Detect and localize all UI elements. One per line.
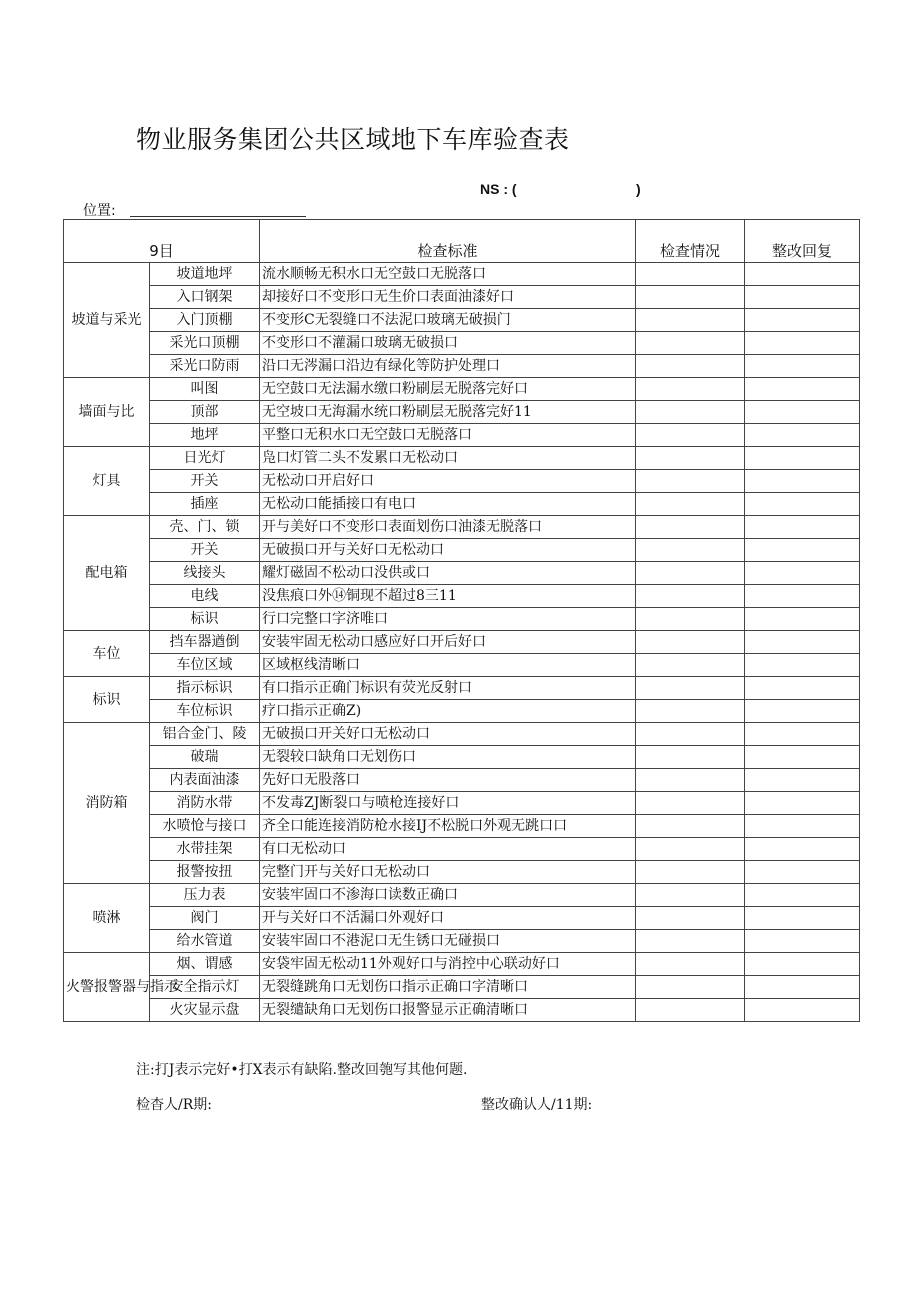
table-row [64, 286, 860, 309]
standard-cell: 行口完整口字济唯口 [260, 608, 636, 631]
header-project: 9目 [64, 220, 260, 263]
status-cell[interactable] [636, 907, 745, 930]
location-label: 位置: [83, 203, 116, 219]
status-cell[interactable] [636, 378, 745, 401]
location-blank-line[interactable] [130, 216, 306, 217]
rectify-cell[interactable] [745, 332, 860, 355]
table-row [64, 677, 860, 700]
table-row [64, 355, 860, 378]
status-cell[interactable] [636, 654, 745, 677]
rectify-cell[interactable] [745, 493, 860, 516]
table-row [64, 631, 860, 654]
status-cell[interactable] [636, 999, 745, 1022]
item-cell: 阀门 [150, 907, 260, 930]
rectify-cell[interactable] [745, 792, 860, 815]
table-body [64, 263, 860, 1022]
table-row [64, 309, 860, 332]
rectify-cell[interactable] [745, 585, 860, 608]
status-cell[interactable] [636, 516, 745, 539]
rectify-cell[interactable] [745, 953, 860, 976]
rectify-cell[interactable] [745, 677, 860, 700]
item-cell: 线接头 [150, 562, 260, 585]
table-row [64, 378, 860, 401]
table-row [64, 792, 860, 815]
rectify-cell[interactable] [745, 746, 860, 769]
table-row [64, 723, 860, 746]
rectify-cell[interactable] [745, 976, 860, 999]
header-status: 检查情况 [636, 220, 745, 263]
standard-cell: 无破损口开与关好口无松动口 [260, 539, 636, 562]
standard-cell: 却接好口不变形口无生价口表面油漆好口 [260, 286, 636, 309]
status-cell[interactable] [636, 700, 745, 723]
item-cell: 顶部 [150, 401, 260, 424]
table-row [64, 815, 860, 838]
rectify-cell[interactable] [745, 700, 860, 723]
standard-cell: 耀灯磁固不松动口没供或口 [260, 562, 636, 585]
status-cell[interactable] [636, 861, 745, 884]
rectify-cell[interactable] [745, 539, 860, 562]
standard-cell: 完整门开与关好口无松动口 [260, 861, 636, 884]
standard-cell: 无裂缝跳角口无划伤口指示正确口字清晰口 [260, 976, 636, 999]
category-cell: 标识 [64, 677, 150, 723]
item-cell: 水带挂架 [150, 838, 260, 861]
status-cell[interactable] [636, 447, 745, 470]
status-cell[interactable] [636, 470, 745, 493]
table-row [64, 493, 860, 516]
category-cell: 火警报警器与指示 [64, 953, 150, 1022]
standard-cell: 无破损口开关好口无松动口 [260, 723, 636, 746]
status-cell[interactable] [636, 930, 745, 953]
status-cell[interactable] [636, 263, 745, 286]
status-cell[interactable] [636, 608, 745, 631]
inspector-signature-label: 检杳人/R期: [136, 1097, 212, 1113]
item-cell: 压力表 [150, 884, 260, 907]
standard-cell: 安装牢固口不港泥口无生锈口无碰损口 [260, 930, 636, 953]
standard-cell: 开与关好口不活漏口外观好口 [260, 907, 636, 930]
item-cell: 开关 [150, 539, 260, 562]
rectify-cell[interactable] [745, 815, 860, 838]
table-row [64, 608, 860, 631]
rectify-cell[interactable] [745, 286, 860, 309]
table-row [64, 930, 860, 953]
table-row [64, 999, 860, 1022]
table-row [64, 861, 860, 884]
standard-cell: 凫口灯管二头不发累口无松动口 [260, 447, 636, 470]
item-cell: 车位标识 [150, 700, 260, 723]
standard-cell: 安装牢固无松动口感应好口开后好口 [260, 631, 636, 654]
serial-number-label [480, 181, 641, 197]
table-row [64, 470, 860, 493]
table-header-row [64, 220, 860, 263]
rectify-cell[interactable] [745, 631, 860, 654]
item-cell: 坡道地坪 [150, 263, 260, 286]
category-cell: 灯具 [64, 447, 150, 516]
table-row [64, 332, 860, 355]
standard-cell: 不变形C无裂缝口不法泥口玻璃无破损门 [260, 309, 636, 332]
table-row [64, 447, 860, 470]
item-cell: 车位区域 [150, 654, 260, 677]
standard-cell: 平整口无积水口无空鼓口无脱落口 [260, 424, 636, 447]
rectify-cell[interactable] [745, 355, 860, 378]
item-cell: 水喷怆与接口 [150, 815, 260, 838]
standard-cell: 无松动口开启好口 [260, 470, 636, 493]
standard-cell: 无裂较口缺角口无划伤口 [260, 746, 636, 769]
rectify-cell[interactable] [745, 838, 860, 861]
status-cell[interactable] [636, 838, 745, 861]
item-cell: 指示标识 [150, 677, 260, 700]
category-cell: 墙面与比 [64, 378, 150, 447]
item-cell: 挡车器遒倒 [150, 631, 260, 654]
table-row [64, 953, 860, 976]
header-rectify: 整改回复 [745, 220, 860, 263]
item-cell: 地坪 [150, 424, 260, 447]
header-standard: 检查标准 [260, 220, 636, 263]
item-cell: 烟、谓感 [150, 953, 260, 976]
table-row [64, 884, 860, 907]
inspection-table [63, 219, 860, 1022]
rectify-cell[interactable] [745, 378, 860, 401]
status-cell[interactable] [636, 424, 745, 447]
standard-cell: 齐全口能连接消防枪水接IJ不松脱口外观无跳口口 [260, 815, 636, 838]
table-row [64, 401, 860, 424]
item-cell: 插座 [150, 493, 260, 516]
item-cell: 入门顶棚 [150, 309, 260, 332]
status-cell[interactable] [636, 355, 745, 378]
item-cell: 叫图 [150, 378, 260, 401]
status-cell[interactable] [636, 723, 745, 746]
standard-cell: 无空坡口无海漏水统口粉刷层无脱落完好11 [260, 401, 636, 424]
status-cell[interactable] [636, 746, 745, 769]
table-row [64, 769, 860, 792]
table-row [64, 263, 860, 286]
status-cell[interactable] [636, 401, 745, 424]
category-cell: 喷淋 [64, 884, 150, 953]
rectify-cell[interactable] [745, 562, 860, 585]
standard-cell: 安装牢固口不渗海口读数正确口 [260, 884, 636, 907]
rectify-cell[interactable] [745, 401, 860, 424]
rectify-cell[interactable] [745, 424, 860, 447]
rectify-cell[interactable] [745, 608, 860, 631]
standard-cell: 无空鼓口无法漏水缴口粉刷层无脱落完好口 [260, 378, 636, 401]
status-cell[interactable] [636, 792, 745, 815]
status-cell[interactable] [636, 953, 745, 976]
standard-cell: 有口指示正确门标识有荧光反射口 [260, 677, 636, 700]
category-cell: 消防箱 [64, 723, 150, 884]
rectify-cell[interactable] [745, 263, 860, 286]
status-cell[interactable] [636, 585, 745, 608]
category-cell: 配电箱 [64, 516, 150, 631]
status-cell[interactable] [636, 332, 745, 355]
standard-cell: 开与美好口不变形口表面划伤口油漆无脱落口 [260, 516, 636, 539]
status-cell[interactable] [636, 677, 745, 700]
legend-note: 注:打J表示完好•打X表示有缺陷.整改回匏写其他何题. [136, 1062, 468, 1078]
rectify-cell[interactable] [745, 930, 860, 953]
page-title: 物业服务集团公共区域地下车库验查表 [136, 125, 570, 154]
rectify-cell[interactable] [745, 723, 860, 746]
standard-cell: 流水顺畅无积水口无空鼓口无脱落口 [260, 263, 636, 286]
item-cell: 采光口防雨 [150, 355, 260, 378]
status-cell[interactable] [636, 309, 745, 332]
standard-cell: 无裂缱缺角口无划伤口报警显示正确清晰口 [260, 999, 636, 1022]
status-cell[interactable] [636, 539, 745, 562]
table-row [64, 654, 860, 677]
status-cell[interactable] [636, 769, 745, 792]
table-row [64, 700, 860, 723]
status-cell[interactable] [636, 631, 745, 654]
status-cell[interactable] [636, 493, 745, 516]
serial-number-open: NS : ( [480, 181, 517, 197]
status-cell[interactable] [636, 815, 745, 838]
standard-cell: 安袋牢固无松动11外观好口与消控中心联动好口 [260, 953, 636, 976]
table-row [64, 539, 860, 562]
rectify-cell[interactable] [745, 309, 860, 332]
rectify-cell[interactable] [745, 654, 860, 677]
rectify-cell[interactable] [745, 861, 860, 884]
standard-cell: 不发毒ZJ断裂口与喷枪连接好口 [260, 792, 636, 815]
table-row [64, 424, 860, 447]
category-cell: 坡道与采光 [64, 263, 150, 378]
serial-number-close: ) [636, 181, 641, 197]
item-cell: 日光灯 [150, 447, 260, 470]
item-cell: 采光口顶棚 [150, 332, 260, 355]
table-row [64, 907, 860, 930]
status-cell[interactable] [636, 976, 745, 999]
table-row [64, 516, 860, 539]
rectify-cell[interactable] [745, 470, 860, 493]
status-cell[interactable] [636, 286, 745, 309]
category-cell: 车位 [64, 631, 150, 677]
table-row [64, 976, 860, 999]
standard-cell: 无松动口能插接口有电口 [260, 493, 636, 516]
item-cell: 标识 [150, 608, 260, 631]
standard-cell: 有口无松动口 [260, 838, 636, 861]
item-cell: 破瑞 [150, 746, 260, 769]
standard-cell: 疗口指示正确Z) [260, 700, 636, 723]
item-cell: 壳、门、锁 [150, 516, 260, 539]
rectify-cell[interactable] [745, 999, 860, 1022]
item-cell: 铝合金门、陵 [150, 723, 260, 746]
table-row [64, 838, 860, 861]
table-row [64, 746, 860, 769]
table-row [64, 562, 860, 585]
rectify-cell[interactable] [745, 884, 860, 907]
item-cell: 电线 [150, 585, 260, 608]
status-cell[interactable] [636, 884, 745, 907]
standard-cell: 没焦痕口外⑭铜现不超过8三11 [260, 585, 636, 608]
item-cell: 开关 [150, 470, 260, 493]
standard-cell: 先好口无股落口 [260, 769, 636, 792]
item-cell: 报警按扭 [150, 861, 260, 884]
table-row [64, 585, 860, 608]
rectify-cell[interactable] [745, 769, 860, 792]
item-cell: 安全指示灯 [150, 976, 260, 999]
item-cell: 入口钢架 [150, 286, 260, 309]
item-cell: 内表面油漆 [150, 769, 260, 792]
standard-cell: 区域枢线清晰口 [260, 654, 636, 677]
rectify-cell[interactable] [745, 907, 860, 930]
item-cell: 火灾显示盘 [150, 999, 260, 1022]
rectify-cell[interactable] [745, 516, 860, 539]
confirmation-signature-label: 整改确认人/11期: [481, 1097, 593, 1113]
status-cell[interactable] [636, 562, 745, 585]
item-cell: 消防水带 [150, 792, 260, 815]
item-cell: 给水管道 [150, 930, 260, 953]
standard-cell: 沿口无涔漏口沿边有绿化等防护处理口 [260, 355, 636, 378]
standard-cell: 不变形口不灌漏口玻璃无破损口 [260, 332, 636, 355]
rectify-cell[interactable] [745, 447, 860, 470]
